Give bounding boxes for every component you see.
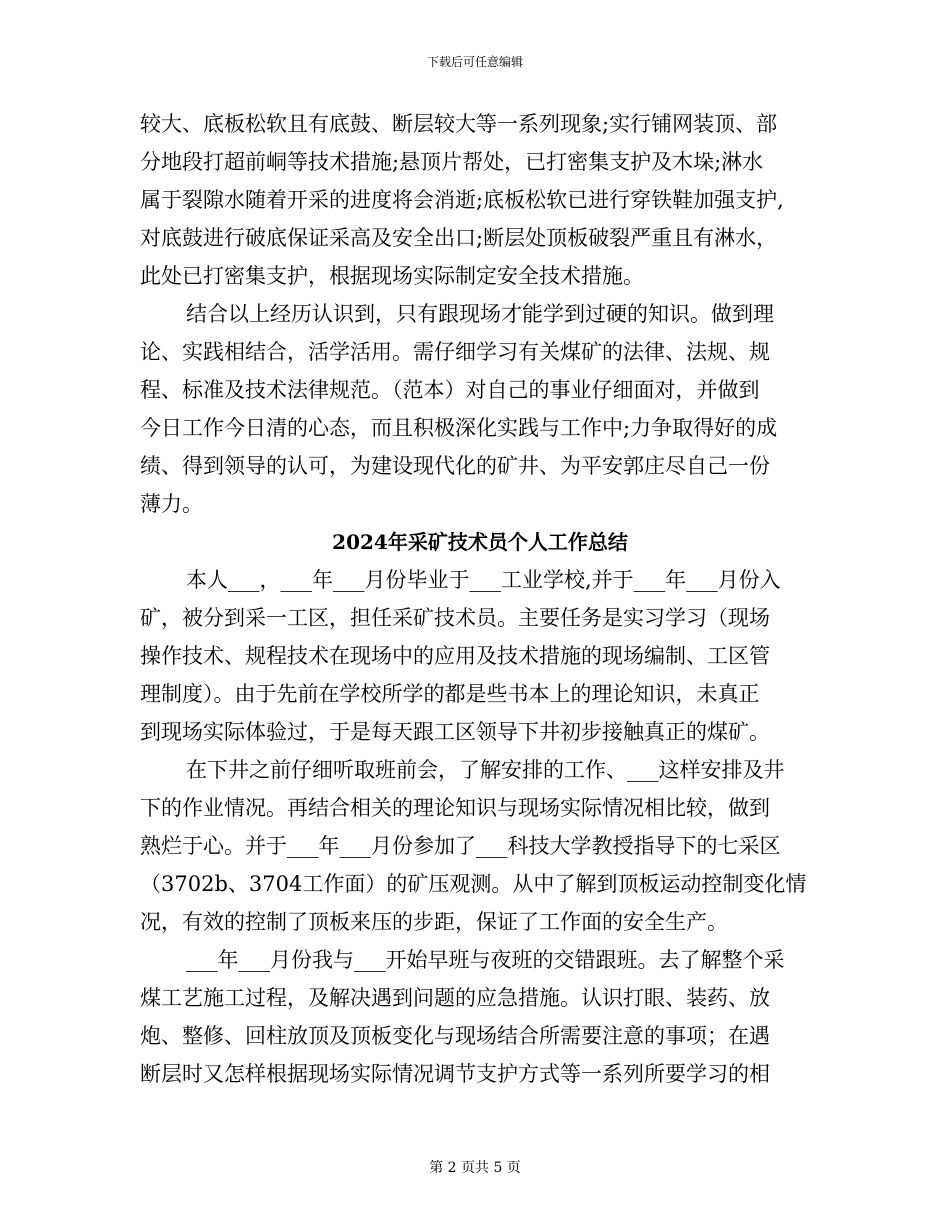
paragraph-start-line: 在下井之前仔细听取班前会，了解安排的工作、___这样安排及井 <box>186 758 785 782</box>
section-title: 2024年采矿技术员个人工作总结 <box>332 530 628 554</box>
text-line: 理制度）。由于先前在学校所学的都是些书本上的理论知识，未真正 <box>140 682 760 706</box>
paragraph-start-line: ___年___月份我与___开始早班与夜班的交错跟班。去了解整个采 <box>186 948 785 972</box>
text-line: 属于裂隙水随着开采的进度将会消逝;底板松软已进行穿铁鞋加强支护, <box>140 188 784 212</box>
page-header: 下载后可任意编辑 <box>426 55 523 69</box>
text-line: 对底鼓进行破底保证采高及安全出口;断层处顶板破裂严重且有淋水， <box>140 226 778 250</box>
text-line: 分地段打超前峒等技术措施;悬顶片帮处，已打密集支护及木垛;淋水 <box>140 150 764 174</box>
text-line: 到现场实际体验过，于是每天跟工区领导下井初步接触真正的煤矿。 <box>140 720 770 744</box>
text-line: 论、实践相结合，活学活用。需仔细学习有关煤矿的法律、法规、规 <box>140 340 770 364</box>
document-body <box>140 105 812 1093</box>
text-line: 操作技术、规程技术在现场中的应用及技术措施的现场编制、工区管 <box>140 644 770 668</box>
text-line: 较大、底板松软且有底鼓、断层较大等一系列现象;实行铺网装顶、部 <box>140 112 778 136</box>
text-line: 煤工艺施工过程，及解决遇到问题的应急措施。认识打眼、装药、放 <box>140 986 770 1010</box>
text-line: 矿，被分到采一工区，担任采矿技术员。主要任务是实习学习（现场 <box>140 606 770 630</box>
text-line: 况，有效的控制了顶板来压的步距，保证了工作面的安全生产。 <box>140 910 728 934</box>
text-line: 炮、整修、回柱放顶及顶板变化与现场结合所需要注意的事项；在遇 <box>140 1024 770 1048</box>
text-line: 此处已打密集支护，根据现场实际制定安全技术措施。 <box>140 264 644 288</box>
text-line: 断层时又怎样根据现场实际情况调节支护方式等一系列所要学习的相 <box>140 1062 770 1086</box>
text-line: 下的作业情况。再结合相关的理论知识与现场实际情况相比较，做到 <box>140 796 770 820</box>
page-footer: 第 2 页共 5 页 <box>429 1160 521 1176</box>
text-line: 今日工作今日清的心态，而且积极深化实践与工作中;力争取得好的成 <box>140 416 778 440</box>
paragraph-start-line: 本人___，___年___月份毕业于___工业学校,并于___年___月份入 <box>186 568 781 592</box>
text-line: 程、标准及技术法律规范。（范本）对自己的事业仔细面对，并做到 <box>140 378 760 402</box>
text-line: 绩、得到领导的认可，为建设现代化的矿井、为平安郭庄尽自己一份 <box>140 454 770 478</box>
text-line: 熟烂于心。并于___年___月份参加了___科技大学教授指导下的七采区 <box>140 834 781 858</box>
text-line: （3702b、3704工作面）的矿压观测。从中了解到顶板运动控制变化情 <box>140 872 807 896</box>
paragraph-start-line: 结合以上经历认识到，只有跟现场才能学到过硬的知识。做到理 <box>186 302 774 326</box>
text-line: 薄力。 <box>140 492 203 516</box>
